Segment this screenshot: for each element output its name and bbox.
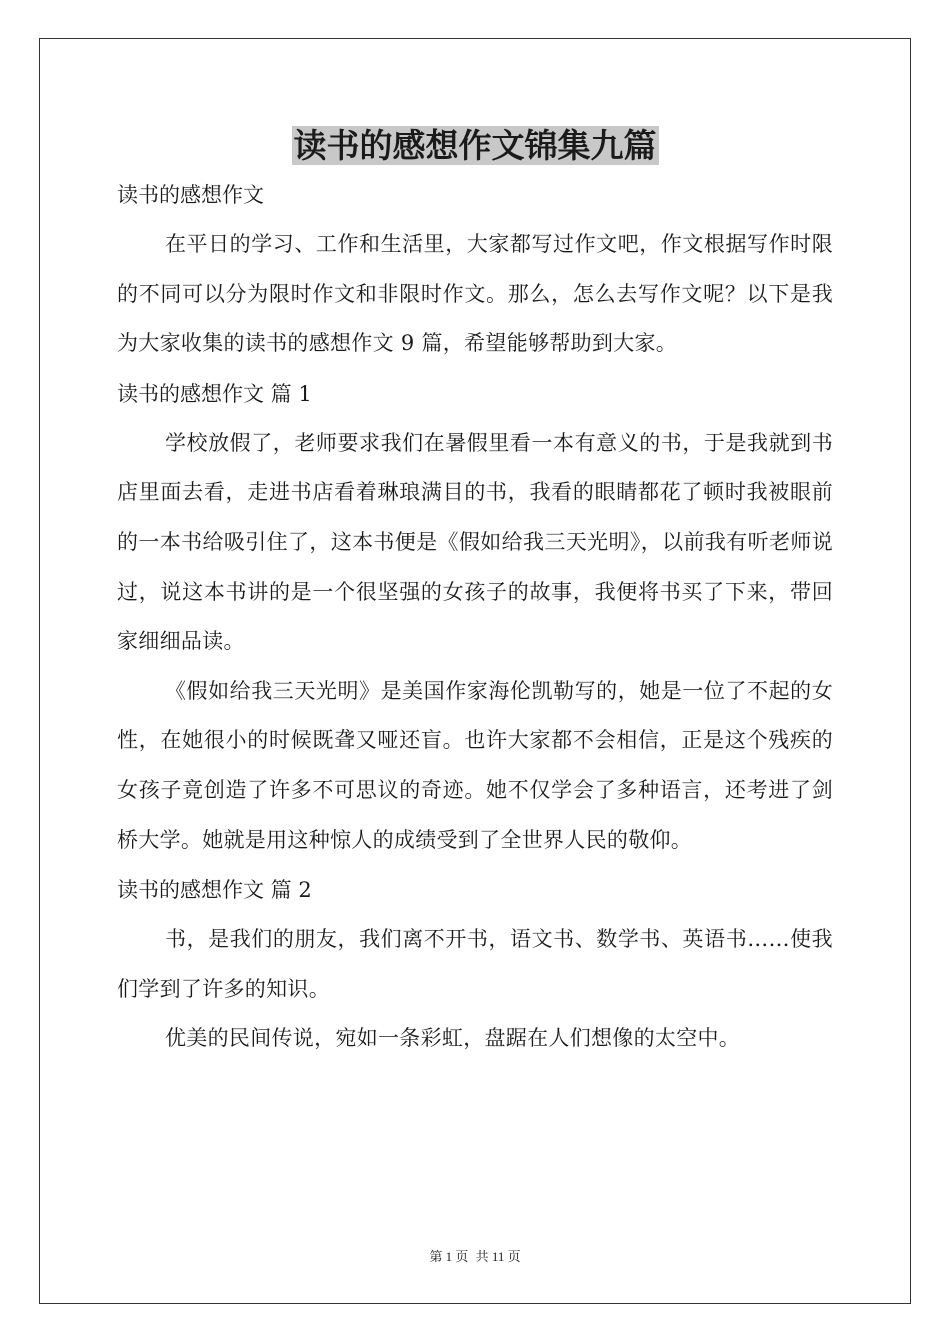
paragraph: 在平日的学习、工作和生活里，大家都写过作文吧，作文根据写作时限的不同可以分为限时作文和非限时作文。那么，怎么去写作文呢？以下是我为大家收集的读书的感想作文 9 篇，希望能够帮助到大家。 [117, 232, 833, 356]
document-body [117, 122, 833, 1064]
paragraph: 学校放假了，老师要求我们在暑假里看一本有意义的书，于是我就到书店里面去看，走进书店看着琳琅满目的书，我看的眼睛都花了顿时我被眼前的一本书给吸引住了，这本书便是《假如给我三天光明》，以前我有听老师说过，说这本书讲的是一个很坚强的女孩子的故事，我便将书买了下来，带回家细细品读。 [117, 430, 833, 654]
page-total: 共 11 页 [475, 1249, 521, 1264]
paragraph: 书，是我们的朋友，我们离不开书，语文书、数学书、英语书……使我们学到了许多的知识。 [117, 927, 833, 1001]
document-title [117, 122, 833, 170]
section-heading: 读书的感想作文 篇 2 [117, 878, 312, 903]
section-heading: 读书的感想作文 篇 1 [117, 381, 312, 406]
section-heading: 读书的感想作文 [117, 183, 264, 207]
page-number: 第 1 页 [429, 1249, 469, 1264]
page-footer [0, 1246, 950, 1265]
document-title-text: 读书的感想作文锦集九篇 [293, 126, 657, 165]
paragraph: 优美的民间传说，宛如一条彩虹，盘踞在人们想像的太空中。 [165, 1026, 741, 1051]
paragraph: 《假如给我三天光明》是美国作家海伦凯勒写的，她是一位了不起的女性，在她很小的时候既聋又哑还盲。也许大家都不会相信，正是这个残疾的女孩子竟创造了许多不可思议的奇迹。她不仅学会了多种语言，还考进了剑桥大学。她就是用这种惊人的成绩受到了全世界人民的敬仰。 [117, 678, 833, 852]
